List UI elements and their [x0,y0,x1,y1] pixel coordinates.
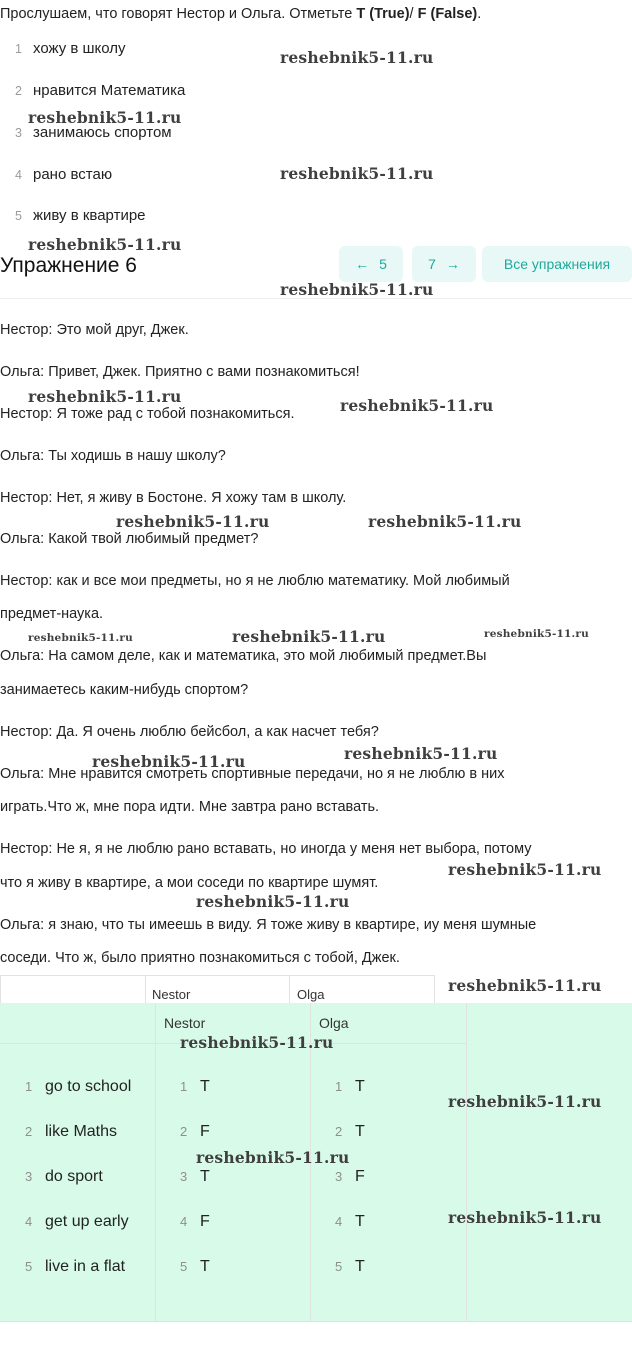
list-item-number: 4 [15,168,22,182]
next-exercise-button[interactable] [412,246,476,282]
row-number: 5 [25,1259,33,1274]
olga-answer [335,1213,365,1231]
watermark: reshebnik5-11.ru [368,512,522,531]
watermark: reshebnik5-11.ru [232,627,386,646]
watermark: reshebnik5-11.ru [280,164,434,183]
olga-answer [335,1258,365,1276]
dialogue-line: предмет-наука. [0,606,104,622]
column-header-nestor: Nestor [152,987,191,1002]
answer-number: 5 [180,1259,188,1274]
table-row-phrase [25,1168,103,1186]
list-item-number: 3 [15,126,22,140]
answer-value: F [355,1168,365,1185]
answer-number: 5 [335,1259,343,1274]
dialogue-line: Нестор: Я тоже рад с тобой познакомиться. [0,406,295,422]
watermark: reshebnik5-11.ru [28,108,182,127]
watermark: reshebnik5-11.ru [448,860,602,879]
watermark: reshebnik5-11.ru [448,976,602,995]
prev-exercise-number: 5 [379,256,387,272]
answer-value: T [355,1078,365,1095]
page-title: Упражнение 6 [0,254,137,277]
table-border [0,975,434,976]
table-border [466,1003,467,1321]
label-separator: / [409,6,418,22]
answer-number: 3 [335,1169,343,1184]
row-number: 3 [25,1169,33,1184]
table-row-phrase [25,1123,117,1141]
list-item-text: хожу в школу [33,40,126,57]
instruction-end: . [477,6,482,22]
dialogue-line: что я живу в квартире, а мои соседи по квартире шумят. [0,875,379,891]
olga-answer [335,1123,365,1141]
watermark: reshebnik5-11.ru [344,744,498,763]
list-item-number: 5 [15,209,22,223]
nestor-answer [180,1123,210,1141]
dialogue-line: Ольга: Ты ходишь в нашу школу? [0,448,226,464]
next-exercise-number: 7 [428,256,436,272]
table-row-phrase [25,1258,125,1276]
answer-header-nestor: Nestor [164,1015,206,1031]
row-phrase: live in a flat [45,1258,126,1275]
answer-value: T [200,1258,210,1275]
dialogue-line: Нестор: как и все мои предметы, но я не люблю математику. Мой любимый [0,573,510,589]
answer-number: 2 [180,1124,188,1139]
answer-number: 1 [180,1079,188,1094]
dialogue-line: Нестор: Да. Я очень люблю бейсбол, а как насчет тебя? [0,724,379,740]
watermark: reshebnik5-11.ru [180,1033,334,1052]
row-number: 4 [25,1214,33,1229]
watermark: reshebnik5-11.ru [116,512,270,531]
list-item-number: 1 [15,42,22,56]
olga-answer [335,1168,365,1186]
false-label: F (False) [417,6,478,22]
table-border [145,975,146,1003]
row-phrase: get up early [45,1213,129,1230]
list-item-text: нравится Математика [33,82,186,99]
answer-value: T [355,1213,365,1230]
answer-value: T [200,1078,210,1095]
dialogue-line: соседи. Что ж, было приятно познакомиться с тобой, Джек. [0,950,400,966]
answer-value: T [200,1168,210,1185]
arrow-right-icon: → [445,256,460,272]
dialogue-line: Ольга: Какой твой любимый предмет? [0,531,259,547]
row-number: 1 [25,1079,33,1094]
watermark: reshebnik5-11.ru [28,235,182,254]
olga-answer [335,1078,365,1096]
list-item [15,40,126,57]
table-border [155,1003,156,1321]
dialogue-line: Ольга: Привет, Джек. Приятно с вами познакомиться! [0,364,360,380]
watermark: reshebnik5-11.ru [448,1092,602,1111]
dialogue-line: Нестор: Это мой друг, Джек. [0,322,189,338]
row-phrase: go to school [45,1078,132,1095]
list-item [15,207,146,224]
answer-number: 4 [335,1214,343,1229]
dialogue-line: Нестор: Не я, я не люблю рано вставать, но иногда у меня нет выбора, потому [0,841,532,857]
watermark: reshebnik5-11.ru [196,1148,350,1167]
task-instruction [0,6,481,22]
task-instruction-text: Прослушаем, что говорят Нестор и Ольга. Отметьте [0,6,357,22]
answer-value: F [200,1213,210,1230]
answer-value: T [355,1258,365,1275]
answer-number: 3 [180,1169,188,1184]
watermark: reshebnik5-11.ru [196,892,350,911]
answer-value: T [355,1123,365,1140]
watermark: reshebnik5-11.ru [92,752,246,771]
table-border [289,975,290,1003]
watermark: reshebnik5-11.ru [280,280,434,299]
dialogue-line: Ольга: я знаю, что ты имеешь в виду. Я тоже живу в квартире, иу меня шумные [0,917,537,933]
dialogue-line: занимаетесь каким-нибудь спортом? [0,682,249,698]
watermark: reshebnik5-11.ru [340,396,494,415]
list-item-number: 2 [15,84,22,98]
table-border [434,975,435,1003]
prev-exercise-button[interactable] [339,246,403,282]
table-row-phrase [25,1078,131,1096]
row-phrase: do sport [45,1168,103,1185]
dialogue-line: Ольга: Мне нравится смотреть спортивные передачи, но я не люблю в них [0,766,505,782]
watermark: reshebnik5-11.ru [28,632,133,644]
row-phrase: like Maths [45,1123,118,1140]
row-number: 2 [25,1124,33,1139]
table-row-phrase [25,1213,129,1231]
answer-number: 4 [180,1214,188,1229]
list-item [15,82,185,99]
all-exercises-button[interactable]: Все упражнения [482,246,632,282]
answer-number: 2 [335,1124,343,1139]
true-label: T (True) [356,6,410,22]
answer-header-olga: Olga [319,1015,349,1031]
column-header-olga: Olga [297,987,325,1002]
dialogue-line: Ольга: На самом деле, как и математика, это мой любимый предмет.Вы [0,648,487,664]
watermark: reshebnik5-11.ru [484,628,589,640]
watermark: reshebnik5-11.ru [280,48,434,67]
nestor-answer [180,1168,210,1186]
list-item-text: живу в квартире [33,207,146,224]
watermark: reshebnik5-11.ru [448,1208,602,1227]
nestor-answer [180,1258,210,1276]
list-item-text: рано встаю [33,166,113,183]
watermark: reshebnik5-11.ru [28,387,182,406]
dialogue-line: играть.Что ж, мне пора идти. Мне завтра рано вставать. [0,799,380,815]
arrow-left-icon: ← [355,256,370,272]
list-item [15,166,112,183]
answer-number: 1 [335,1079,343,1094]
table-border [0,1321,632,1322]
answer-value: F [200,1123,210,1140]
dialogue-line: Нестор: Нет, я живу в Бостоне. Я хожу там в школу. [0,490,347,506]
list-item-text: занимаюсь спортом [33,124,172,141]
nestor-answer [180,1078,210,1096]
nestor-answer [180,1213,210,1231]
